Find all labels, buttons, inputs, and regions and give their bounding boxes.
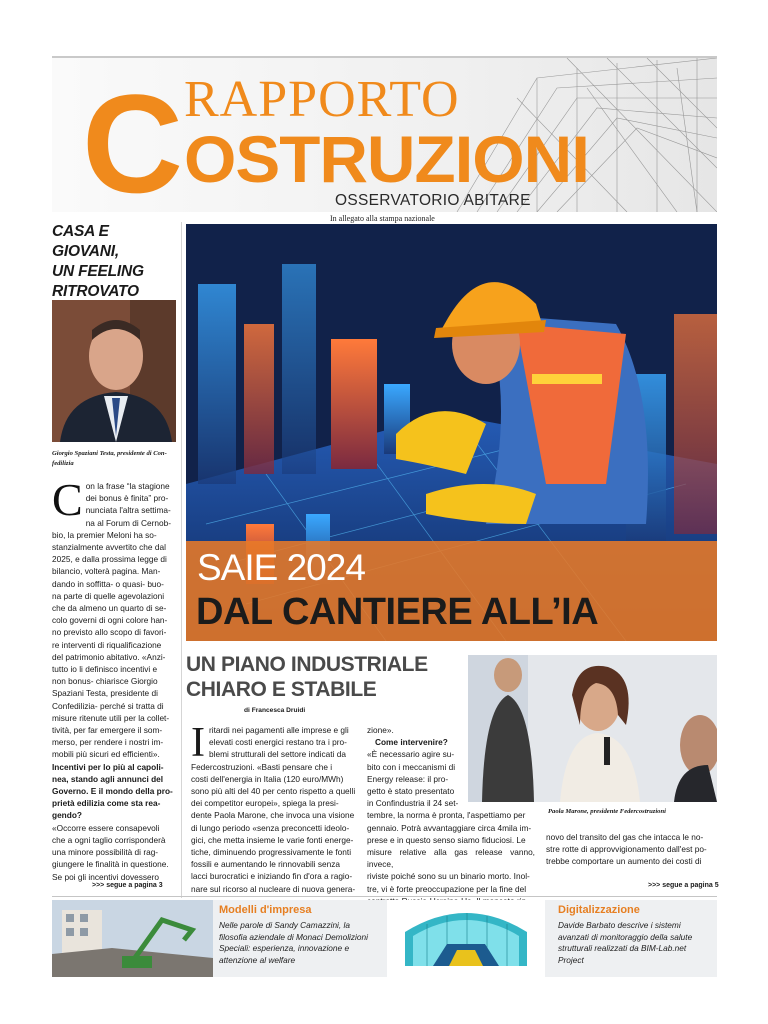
body-line: 2025, e dalla prossima legge di bbox=[52, 554, 167, 565]
body-line: sono più alti del 40 per cento rispetto a quelli bbox=[191, 786, 356, 797]
body-line: bilancio, volterà pagina. Man- bbox=[52, 566, 161, 577]
body-line: bio, la premier Meloni ha so- bbox=[52, 529, 157, 540]
second-article-title[interactable]: UN PIANO INDUSTRIALE CHIARO E STABILE bbox=[186, 653, 428, 701]
second-article-col-3 bbox=[546, 831, 717, 868]
body-line: giungere le finalità in questione. bbox=[52, 859, 169, 870]
body-line: prese e in questo senso siamo fiduciosi. Le bbox=[367, 834, 526, 845]
body-line: elevati costi energici restano tra i pro- bbox=[209, 737, 347, 748]
body-line: tre, vi è forte preoccupazione per la fine del bbox=[367, 883, 527, 894]
continue-link-left[interactable]: >>> segue a pagina 3 bbox=[92, 882, 163, 889]
body-line: di lungo periodo «senza preconcetti ideolo- bbox=[191, 822, 350, 833]
bottom-rule bbox=[52, 896, 717, 897]
body-line: novo del transito del gas che intacca le no- bbox=[546, 832, 704, 842]
allegato-note: In allegato alla stampa nazionale bbox=[330, 214, 435, 223]
body-line: Spaziani Testa, presidente di bbox=[52, 688, 158, 699]
body-line: merso, per rendere i nostri im- bbox=[52, 737, 164, 748]
teaser-left-text: Nelle parole di Sandy Camazzini, la filosofia aziendale di Monaci Demolizioni Speciali: esperienza, innovazione e attenzione al welfare bbox=[219, 920, 368, 965]
body-line: bito con i meccanismi di bbox=[367, 761, 456, 772]
second-article-col-1 bbox=[191, 720, 357, 895]
body-line: che a ogni taglio corrisponderà bbox=[52, 834, 166, 845]
body-line: ritardi nei pagamenti alle imprese e gli bbox=[209, 725, 349, 735]
left-article-title[interactable]: CASA E GIOVANI, UN FEELING RITROVATO bbox=[52, 223, 144, 300]
body-line: Come intervenire? bbox=[375, 737, 448, 748]
logo-costruzioni: OSTRUZIONI bbox=[184, 122, 589, 196]
body-line: costi dell'energia in Italia (120 euro/MWh) bbox=[191, 773, 344, 784]
left-article-body bbox=[52, 474, 179, 883]
body-line: na parte di quelle agevolazioni bbox=[52, 590, 165, 601]
logo-initial: C bbox=[82, 65, 180, 212]
body-line: una minore possibilità di rag- bbox=[52, 847, 159, 858]
body-line: stre rotte di approvvigionamento dall'est po- bbox=[546, 844, 707, 855]
second-article-col-2 bbox=[367, 724, 535, 907]
body-line: no previsto allo scopo di favori- bbox=[52, 627, 167, 638]
teaser-right-heading[interactable]: Digitalizzazione bbox=[558, 904, 640, 916]
tunnel-render[interactable] bbox=[387, 900, 545, 977]
body-line: dente Paola Marone, che invoca una visione bbox=[191, 810, 355, 821]
teaser-right-text: Davide Barbato descrive i sistemi avanzati di monitoraggio della salute strutturali realizzati da BIM-Lab.net Project bbox=[558, 920, 693, 965]
second-article-byline: di Francesca Druidi bbox=[244, 707, 306, 714]
body-line-bold: Governo. E il mondo della pro- bbox=[52, 786, 173, 797]
body-line: che da almeno un quarto di se- bbox=[52, 603, 167, 614]
body-line: gici, che metta insieme le varie fonti energe- bbox=[191, 834, 354, 845]
body-line: stanzialmente avvertito che dal bbox=[52, 542, 166, 553]
dropcap-2: I bbox=[191, 720, 205, 766]
body-line: trebbe comportare un aumento dei costi di bbox=[546, 856, 702, 867]
body-line: Confedilizia- perché si tratta di bbox=[52, 700, 164, 711]
body-line: nunciata l'altra settima- bbox=[85, 505, 171, 516]
masthead-subtitle: OSSERVATORIO ABITARE bbox=[335, 192, 531, 209]
continue-link-right[interactable]: >>> segue a pagina 5 bbox=[648, 882, 719, 889]
body-line-bold: Incentivi per lo più al capoli- bbox=[52, 761, 164, 772]
body-line: misure relative alla gas release vanno, invece, bbox=[367, 847, 535, 870]
body-line: Energy release: il pro- bbox=[367, 773, 449, 784]
logo-rapporto: RAPPORTO bbox=[184, 71, 460, 128]
body-line: getto è stato presentato bbox=[367, 786, 455, 797]
body-line: tutto io li definisco incentivi e bbox=[52, 664, 158, 675]
body-line: del patrimonio abitativo. «Anzi- bbox=[52, 651, 166, 662]
body-line: colo governi di ogni colore han- bbox=[52, 615, 168, 626]
body-line: tembre, la norma è pronta, l'aspettiamo per bbox=[367, 810, 526, 821]
body-line: Federcostruzioni. «Basti pensare che i bbox=[191, 761, 333, 772]
body-line: na al Forum di Cernob- bbox=[85, 517, 171, 528]
body-line-bold: prietà edilizia come sta rea- bbox=[52, 798, 161, 809]
conference-photo-caption: Paola Marone, presidente Federcostruzioni bbox=[548, 808, 666, 815]
teaser-left-heading[interactable]: Modelli d'impresa bbox=[219, 904, 312, 916]
portrait-photo bbox=[52, 300, 176, 442]
body-line: riviste poiché sono su un binario morto. Inol- bbox=[367, 871, 530, 882]
body-line: gennaio. Potrà avvantaggiare circa 4mila im- bbox=[367, 822, 532, 833]
body-line: «È necessario agire su- bbox=[367, 749, 455, 760]
masthead bbox=[52, 58, 717, 212]
left-article-header bbox=[52, 222, 178, 311]
body-line: dando in soffitta- o quasi- buo- bbox=[52, 578, 164, 589]
hero-title[interactable]: DAL CANTIERE ALL’IA bbox=[196, 591, 599, 633]
body-line: mobili più sicuri ed efficienti». bbox=[52, 749, 160, 760]
body-line: lacci burocratici e iniziando fin d'ora a ragio- bbox=[191, 871, 353, 882]
body-line: on la frase “la stagione bbox=[85, 481, 170, 491]
body-line: Se poi gli incentivi dovessero bbox=[52, 871, 159, 882]
body-line: re interventi di riqualificazione bbox=[52, 639, 162, 650]
body-line: in Confindustria il 24 set- bbox=[367, 798, 459, 809]
demolition-photo[interactable] bbox=[52, 900, 213, 977]
body-line: fossili e aumentando le rinnovabili senza bbox=[191, 859, 340, 870]
body-line: nare sul ricorso al nucleare di nuova genera- bbox=[191, 883, 356, 894]
body-line: dei bonus è finita” pro- bbox=[85, 493, 169, 504]
body-line: dei competitor europei», spiega la presi- bbox=[191, 798, 339, 809]
body-line: tiche, diminuendo progressivamente le fonti bbox=[191, 847, 352, 858]
column-divider bbox=[181, 222, 182, 898]
body-line: misure ritenute utili per la collet- bbox=[52, 712, 170, 723]
dropcap: C bbox=[52, 474, 83, 525]
body-line: zione». bbox=[367, 725, 394, 735]
body-line-bold: nea, stando agli annunci del bbox=[52, 773, 164, 784]
body-line: blemi strutturali del settore indicati da bbox=[209, 749, 346, 760]
body-line: «Occorre essere consapevoli bbox=[52, 822, 160, 833]
body-line: tività, per far emergere il som- bbox=[52, 725, 163, 736]
portrait-caption: Giorgio Spaziani Testa, presidente di Con- fedilizia bbox=[52, 450, 167, 467]
hero-kicker[interactable]: SAIE 2024 bbox=[197, 547, 365, 588]
body-line-bold: gendo? bbox=[52, 810, 82, 821]
body-line: non bonus- chiarisce Giorgio bbox=[52, 676, 158, 687]
